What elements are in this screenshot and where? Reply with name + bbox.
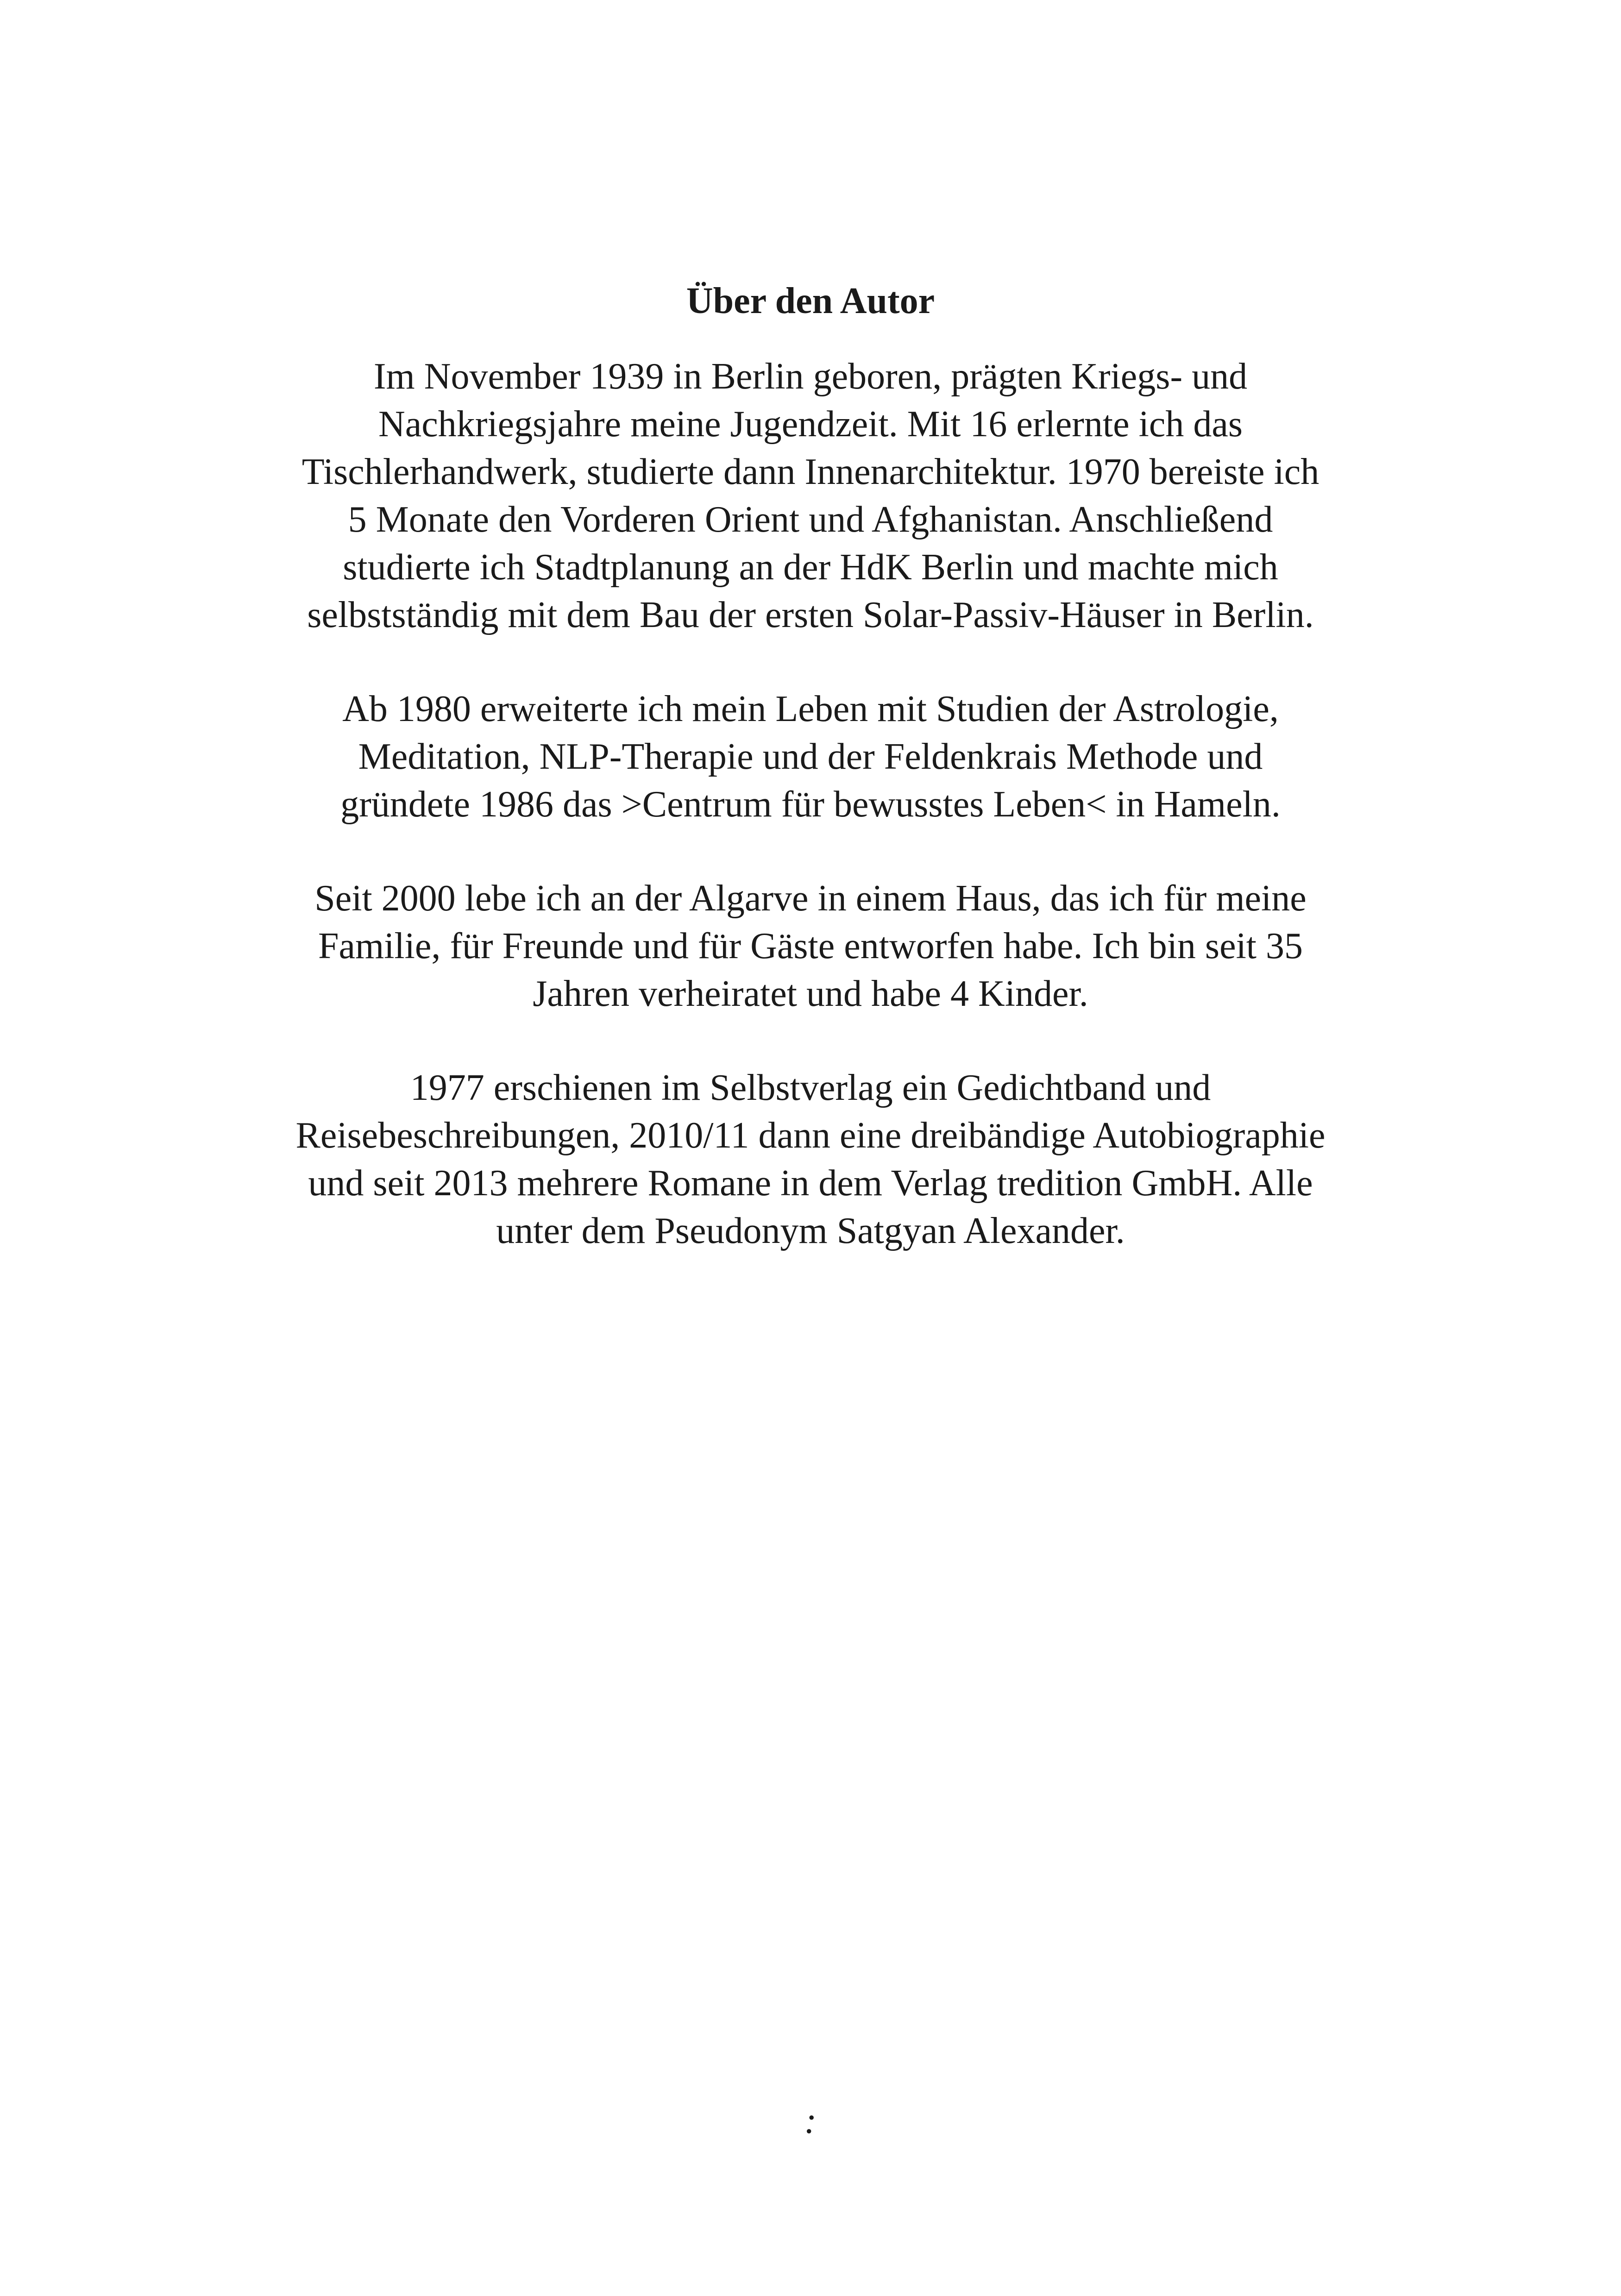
text-line: studierte ich Stadtplanung an der HdK Berlin und machte mich <box>343 547 1278 588</box>
text-line: Reisebeschreibungen, 2010/11 dann eine dreibändige Autobiographie <box>295 1115 1326 1156</box>
text-line: Familie, für Freunde und für Gäste entworfen habe. Ich bin seit 35 <box>318 926 1303 966</box>
text-line: gründete 1986 das >Centrum für bewusstes Leben< in Hameln. <box>340 784 1281 825</box>
bio-paragraph-3 <box>139 875 1482 1018</box>
bio-paragraph-1 <box>139 353 1482 639</box>
text-line: Seit 2000 lebe ich an der Algarve in einem Haus, das ich für meine <box>314 878 1307 919</box>
text-line: Meditation, NLP-Therapie und der Feldenkrais Methode und <box>358 736 1263 777</box>
text-line: Im November 1939 in Berlin geboren, prägten Kriegs- und <box>373 356 1248 397</box>
text-line: 1977 erschienen im Selbstverlag ein Gedichtband und <box>410 1067 1211 1108</box>
text-line: selbstständig mit dem Bau der ersten Solar-Passiv-Häuser in Berlin. <box>307 595 1314 635</box>
bio-paragraph-2 <box>139 685 1482 828</box>
bio-paragraph-4 <box>139 1064 1482 1255</box>
page-footer-mark: : <box>804 2101 817 2141</box>
text-line: Tischlerhandwerk, studierte dann Innenarchitektur. 1970 bereiste ich <box>302 452 1319 492</box>
text-line: unter dem Pseudonym Satgyan Alexander. <box>496 1211 1125 1251</box>
page-title: Über den Autor <box>686 281 935 321</box>
author-bio <box>139 278 1482 1301</box>
text-line: 5 Monate den Vorderen Orient und Afghanistan. Anschließend <box>348 499 1273 540</box>
text-line: Nachkriegsjahre meine Jugendzeit. Mit 16 erlernte ich das <box>378 404 1243 445</box>
text-line: Jahren verheiratet und habe 4 Kinder. <box>533 973 1088 1014</box>
text-line: und seit 2013 mehrere Romane in dem Verlag tredition GmbH. Alle <box>308 1163 1313 1204</box>
text-line: Ab 1980 erweiterte ich mein Leben mit Studien der Astrologie, <box>342 689 1279 729</box>
